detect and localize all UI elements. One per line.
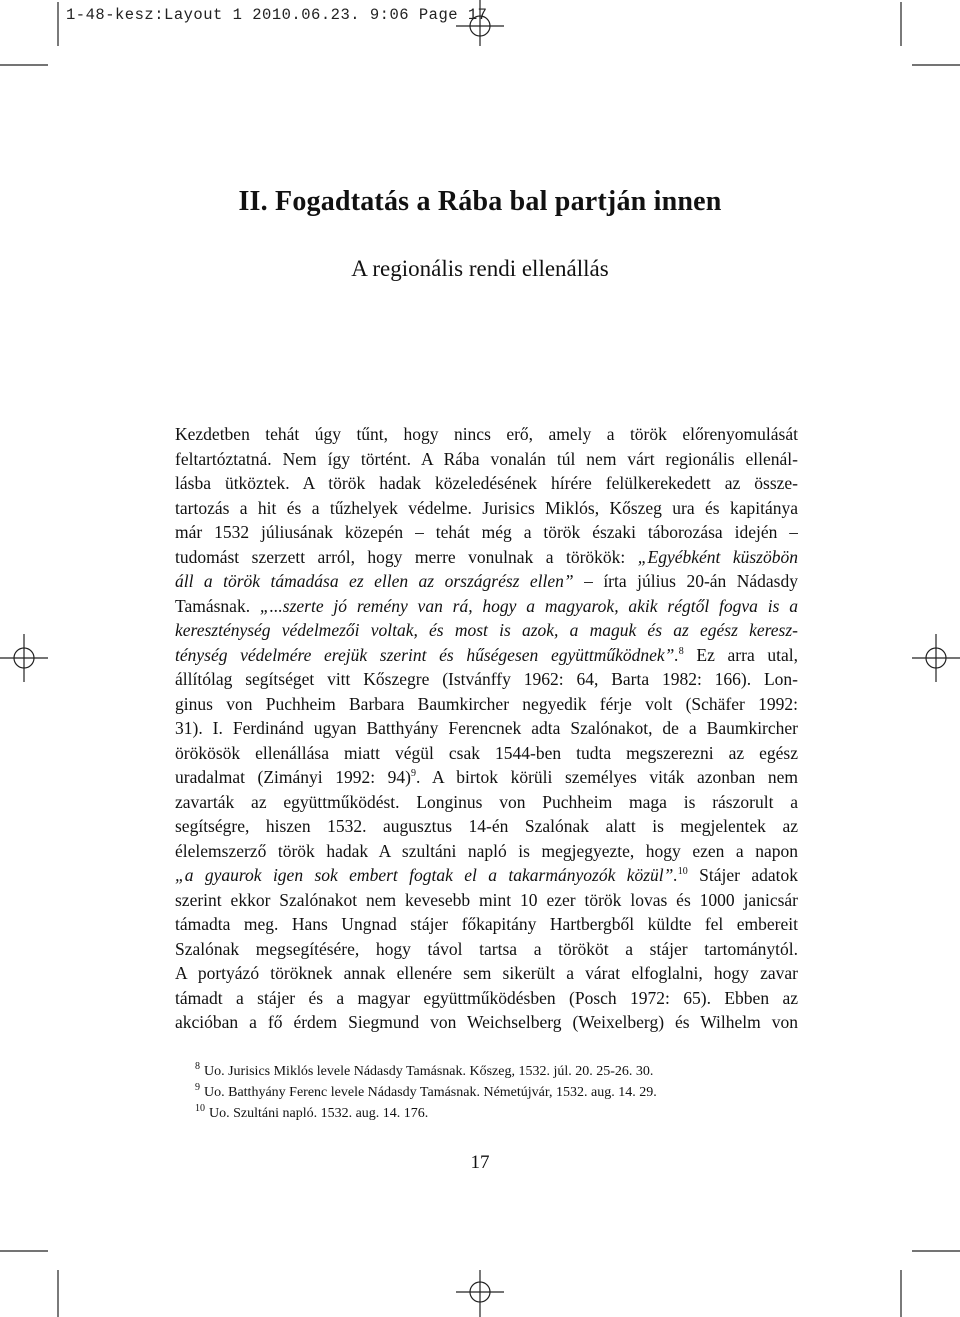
text-line: ginus von Puchheim Barbara Baumkircher negyedik férje volt (Schäfer 1992: [175, 693, 798, 714]
text-line: élelemszerző török hadak A szultáni napló is megjegyezte, hogy ezen a napon [175, 840, 798, 861]
text-line [175, 594, 798, 619]
text-line: akcióban a fő érdem Siegmund von Weichselberg (Weixelberg) és Wilhelm von [175, 1012, 798, 1032]
quote-run: „Egyébként küszöbön [637, 546, 798, 567]
chapter-title: II. Fogadtatás a Rába bal partján innen [238, 186, 722, 217]
text-run: tudomást szerzett arról, hogy merre vonulnak a törökök: [175, 546, 638, 567]
footnote-ref: 8 [678, 645, 684, 657]
quote-run: ténység védelmére erejük szerint és hűségesen együttműködnek”. [175, 644, 679, 665]
text-run: – írta július 20-án Nádasdy [573, 571, 798, 591]
footnote [195, 1061, 805, 1082]
text-line: lásba ütköztek. A török hadak közeledésének hírére felülkerekedett az össze- [175, 473, 798, 493]
text-line: támadta meg. Hans Ungnad stájer főkapitány Hartbergből küldte fel embereit [175, 914, 798, 934]
text-line [175, 545, 798, 570]
text-line: tartozás a hit és a tűzhelyek védelme. Jurisics Miklós, Kőszeg ura és kapitánya [175, 497, 798, 518]
text-run: Tamásnak. [175, 595, 260, 616]
text-run: Stájer adatok [687, 865, 798, 885]
footnote-text: Uo. Jurisics Miklós levele Nádasdy Tamásnak. Kőszeg, 1532. júl. 20. 25-26. 30. [204, 1064, 654, 1079]
print-slug: 1-48-kesz:Layout 1 2010.06.23. 9:06 Page 17 [66, 6, 488, 24]
text-line: feltartóztatná. Nem így történt. A Rába vonalán túl nem várt regionális ellenál- [175, 448, 798, 469]
footnote-number: 10 [195, 1103, 205, 1115]
text-line: 31). I. Ferdinánd ugyan Batthyány Ferencnek adta Szalónakot, de a Baumkircher [175, 718, 798, 738]
text-run: Ez arra utal, [683, 644, 798, 665]
footnote-text: Uo. Szultáni napló. 1532. aug. 14. 176. [209, 1106, 429, 1121]
quote-run: áll a török támadása ez ellen az országrész ellen” [175, 571, 574, 591]
quote-run: „a gyaurok igen sok embert fogtak el a takarmányozók közül”. [175, 865, 678, 885]
text-line: A portyázó töröknek annak ellenére sem sikerült a várat elfoglalni, hogy zavar [175, 963, 798, 983]
text-line: örökösök ellenállása miatt végül csak 1544-ben tudta megszerezni az egész [175, 742, 798, 763]
footnote-ref: 10 [677, 866, 688, 878]
section-title: A regionális rendi ellenállás [351, 256, 609, 281]
text-run: uradalmat (Zimányi 1992: 94) [175, 767, 411, 787]
page-number: 17 [470, 1152, 490, 1173]
registration-mark-top [456, 0, 504, 46]
text-line: kereszténység védelmezői voltak, és most is azok, a maguk és az egész keresz- [175, 620, 798, 640]
footnote-number: 9 [195, 1082, 200, 1094]
footnote [195, 1103, 805, 1124]
registration-mark-right [912, 634, 960, 682]
footnote-text: Uo. Batthyány Ferenc levele Nádasdy Tamásnak. Németújvár, 1532. aug. 14. 29. [204, 1085, 657, 1100]
text-line: zavarták az együttműködést. Longinus von Puchheim maga is rászorult a [175, 791, 798, 812]
body-text [175, 422, 798, 1035]
text-line: Kezdetben tehát úgy tűnt, hogy nincs erő, amely a török előrenyomulását [175, 424, 798, 444]
text-line: támadt a stájer és a magyar együttműködésben (Posch 1972: 65). Ebben az [175, 987, 798, 1008]
text-line: állítólag segítséget vitt Kőszegre (Istvánffy 1962: 64, Barta 1982: 166). Lon- [175, 669, 798, 689]
footnote-number: 8 [195, 1061, 200, 1073]
text-run: . A birtok körüli személyes viták azonban nem [415, 767, 798, 787]
text-line: Szalónak megsegítésére, hogy távol tartsa a törököt a stájer tartománytól. [175, 938, 798, 959]
registration-mark-left [0, 634, 48, 682]
text-line [175, 863, 798, 888]
text-line [175, 569, 798, 594]
text-line: már 1532 júliusának közepén – tehát még a török északi táborozása idején – [175, 522, 798, 542]
registration-mark-bottom [456, 1270, 504, 1317]
text-line [175, 765, 798, 790]
footnote-ref: 9 [410, 768, 416, 780]
text-line: segítségre, hiszen 1532. augusztus 14-én Szalónak alatt is megjelentek az [175, 816, 798, 836]
footnote [195, 1082, 805, 1103]
text-line: szerint ekkor Szalónakot nem kevesebb mint 10 ezer török lovas és 1000 janicsár [175, 889, 798, 910]
footnotes [195, 1061, 805, 1124]
text-line [175, 643, 798, 668]
quote-run: „...szerte jó remény van rá, hogy a magyarok, akik régtől fogva is a [259, 595, 798, 616]
